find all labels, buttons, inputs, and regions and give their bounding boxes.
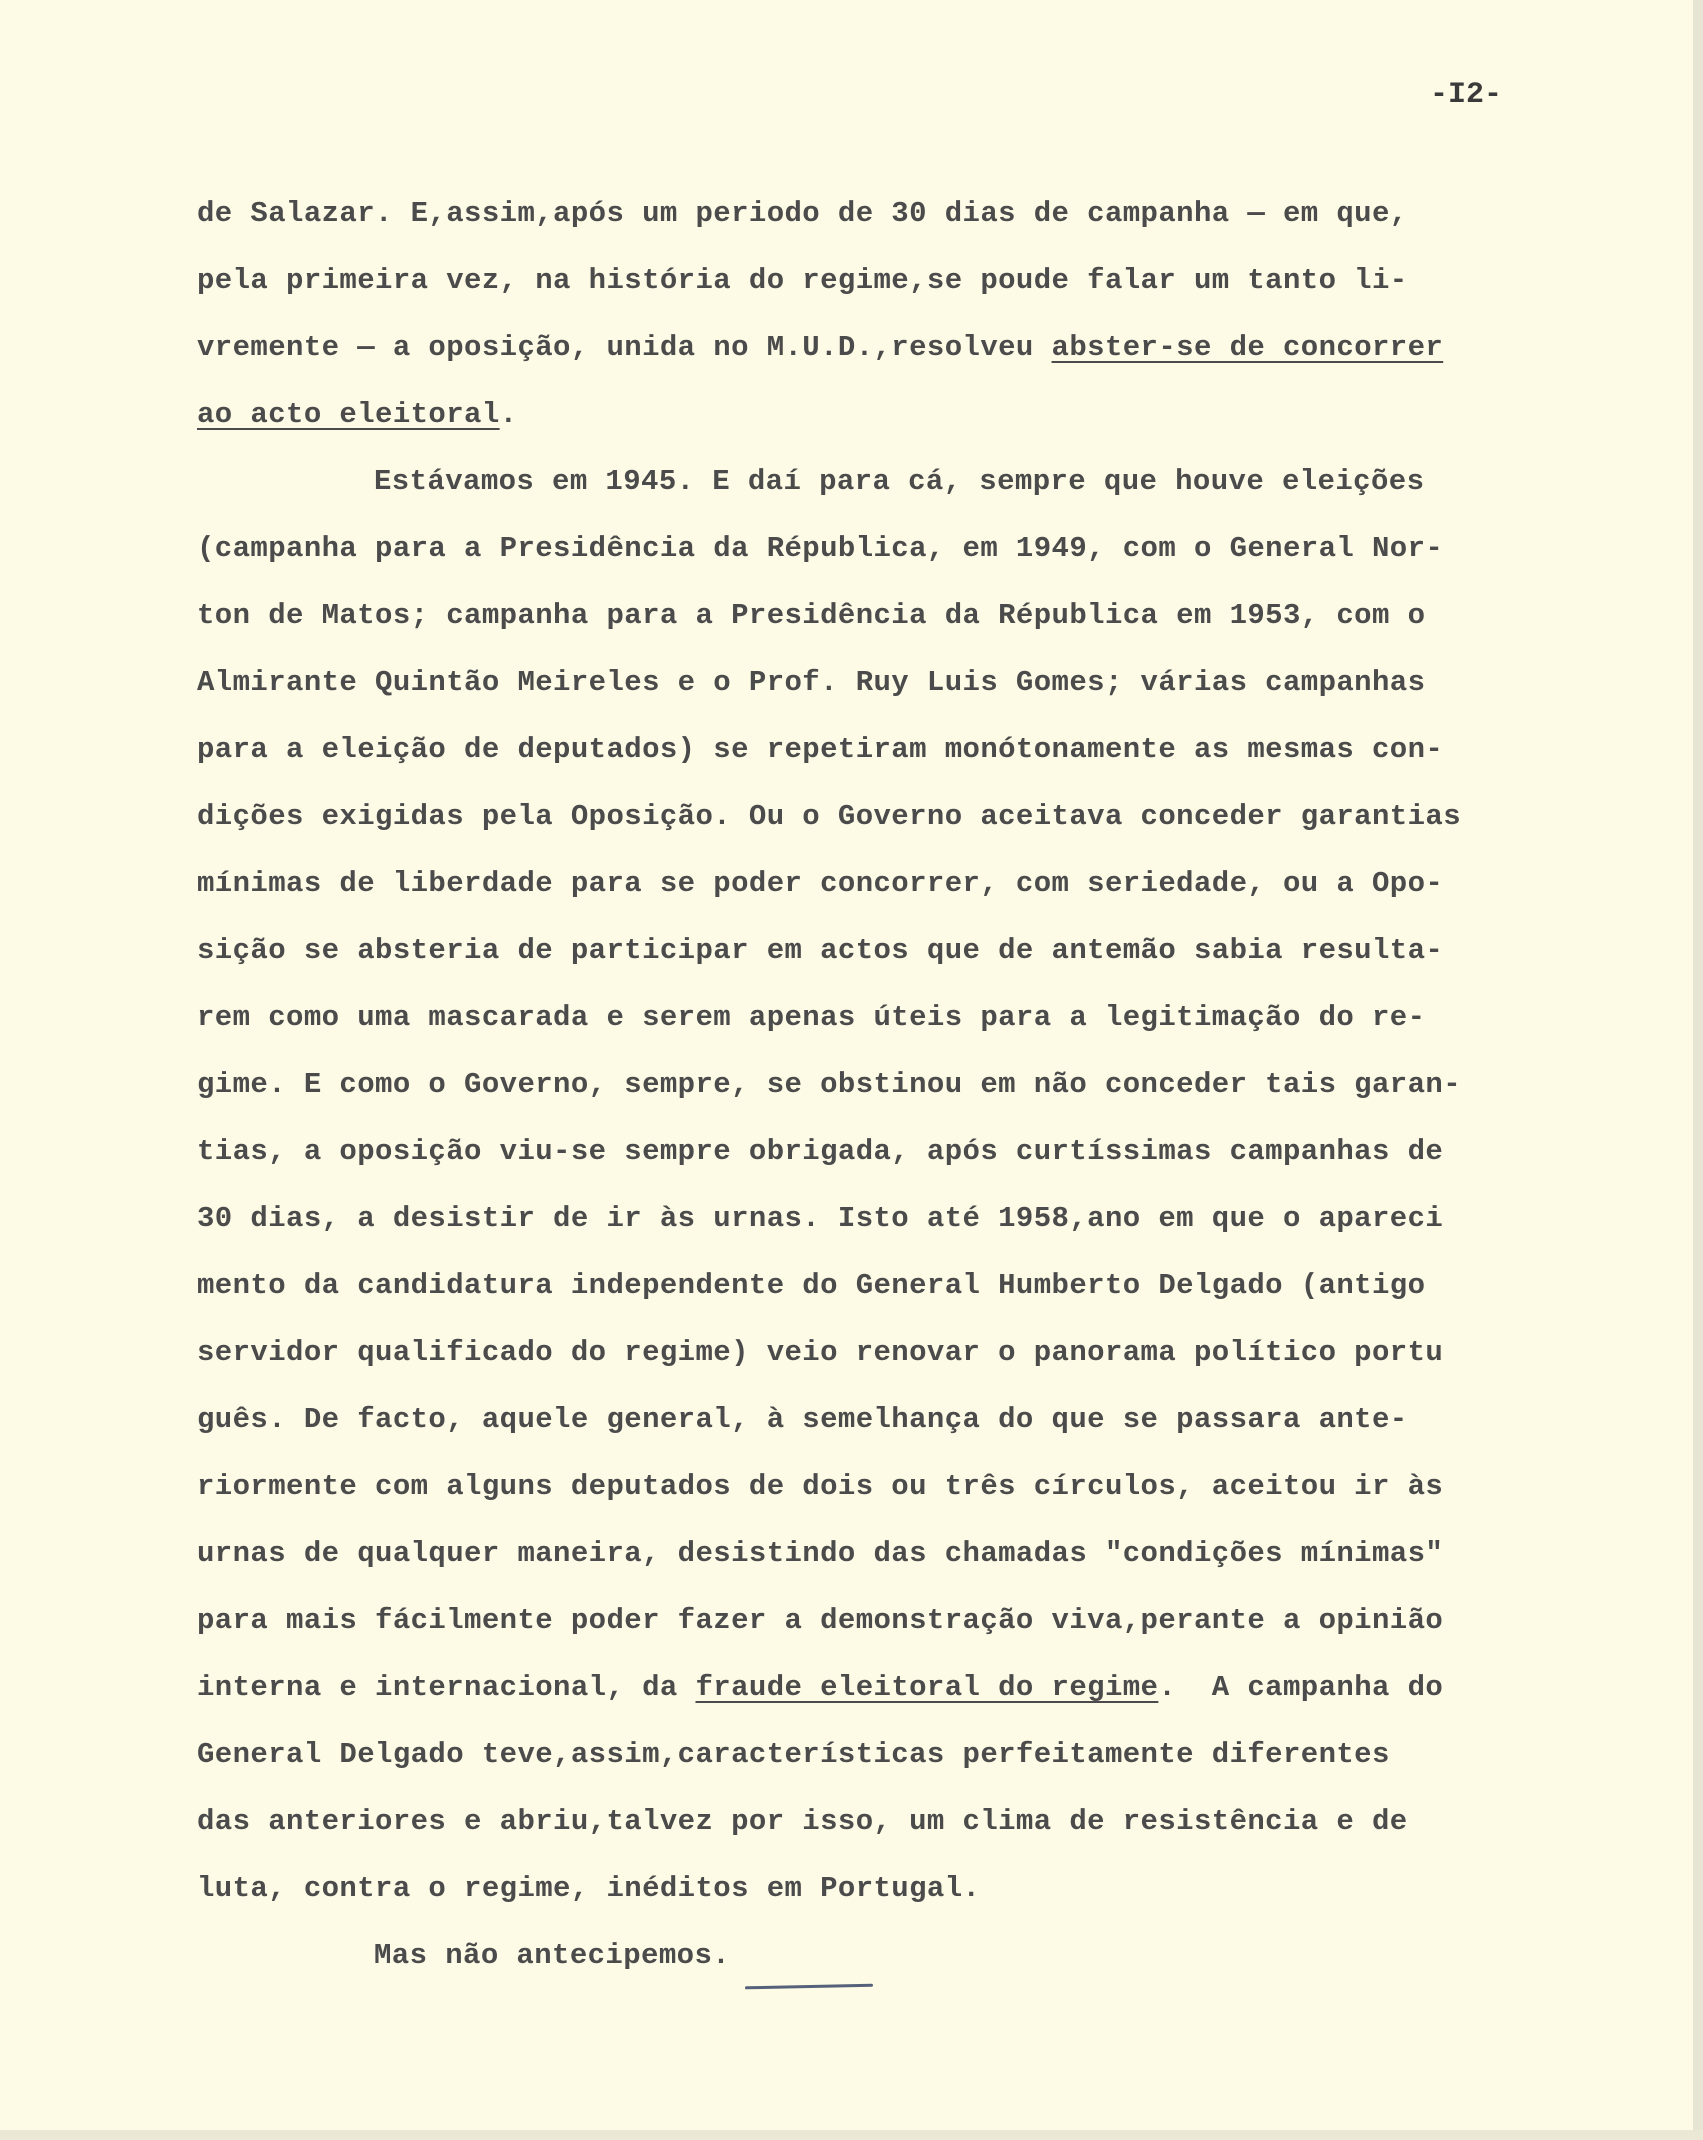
underlined-phrase: abster-se de concorrer xyxy=(1051,331,1444,364)
text-line: tias, a oposição viu-se sempre obrigada, após curtíssimas campanhas de xyxy=(197,1135,1444,1168)
text-line: servidor qualificado do regime) veio renovar o panorama político portu xyxy=(197,1336,1444,1369)
text-line: ton de Matos; campanha para a Presidência da Républica em 1953, com o xyxy=(197,599,1426,632)
text-line: 30 dias, a desistir de ir às urnas. Isto até 1958,ano em que o apareci xyxy=(197,1202,1444,1235)
text-line: luta, contra o regime, inéditos em Portugal. xyxy=(197,1872,981,1905)
paragraph-start-line: Estávamos em 1945. E daí para cá, sempre que houve eleições xyxy=(374,465,1425,498)
text-line: sição se absteria de participar em actos que de antemão sabia resulta- xyxy=(197,934,1444,967)
text-line: General Delgado teve,assim,características perfeitamente diferentes xyxy=(197,1738,1390,1771)
text-line: dições exigidas pela Oposição. Ou o Governo aceitava conceder garantias xyxy=(197,800,1462,833)
body-text xyxy=(197,180,1627,1989)
text-line: Almirante Quintão Meireles e o Prof. Ruy Luis Gomes; várias campanhas xyxy=(197,666,1426,699)
text-line: para a eleição de deputados) se repetiram monótonamente as mesmas con- xyxy=(197,733,1444,766)
text-line: vremente — a oposição, unida no M.U.D.,resolveu abster-se de concorrer xyxy=(197,331,1444,364)
text-line: das anteriores e abriu,talvez por isso, um clima de resistência e de xyxy=(197,1805,1408,1838)
text-line: interna e internacional, da fraude eleitoral do regime. A campanha do xyxy=(197,1671,1444,1704)
text-line: gime. E como o Governo, sempre, se obstinou em não conceder tais garan- xyxy=(197,1068,1462,1101)
text-line: guês. De facto, aquele general, à semelhança do que se passara ante- xyxy=(197,1403,1408,1436)
text-line: rem como uma mascarada e serem apenas úteis para a legitimação do re- xyxy=(197,1001,1426,1034)
text-line: ao acto eleitoral. xyxy=(197,398,518,431)
underlined-phrase: ao acto eleitoral xyxy=(197,398,500,431)
text-line: riormente com alguns deputados de dois ou três círculos, aceitou ir às xyxy=(197,1470,1444,1503)
text-line: urnas de qualquer maneira, desistindo das chamadas "condições mínimas" xyxy=(197,1537,1444,1570)
paragraph-start-line: Mas não antecipemos. xyxy=(374,1939,731,1972)
text-line: pela primeira vez, na história do regime,se poude falar um tanto li- xyxy=(197,264,1408,297)
text-line: mínimas de liberdade para se poder concorrer, com seriedade, ou a Opo- xyxy=(197,867,1444,900)
underlined-phrase: fraude eleitoral do regime xyxy=(695,1671,1159,1704)
page-number: -I2- xyxy=(1430,78,1503,112)
text-line: para mais fácilmente poder fazer a demonstração viva,perante a opinião xyxy=(197,1604,1444,1637)
text-line: de Salazar. E,assim,após um periodo de 30 dias de campanha — em que, xyxy=(197,197,1408,230)
text-line: mento da candidatura independente do General Humberto Delgado (antigo xyxy=(197,1269,1426,1302)
text-line: (campanha para a Presidência da Républica, em 1949, com o General Nor- xyxy=(197,532,1444,565)
